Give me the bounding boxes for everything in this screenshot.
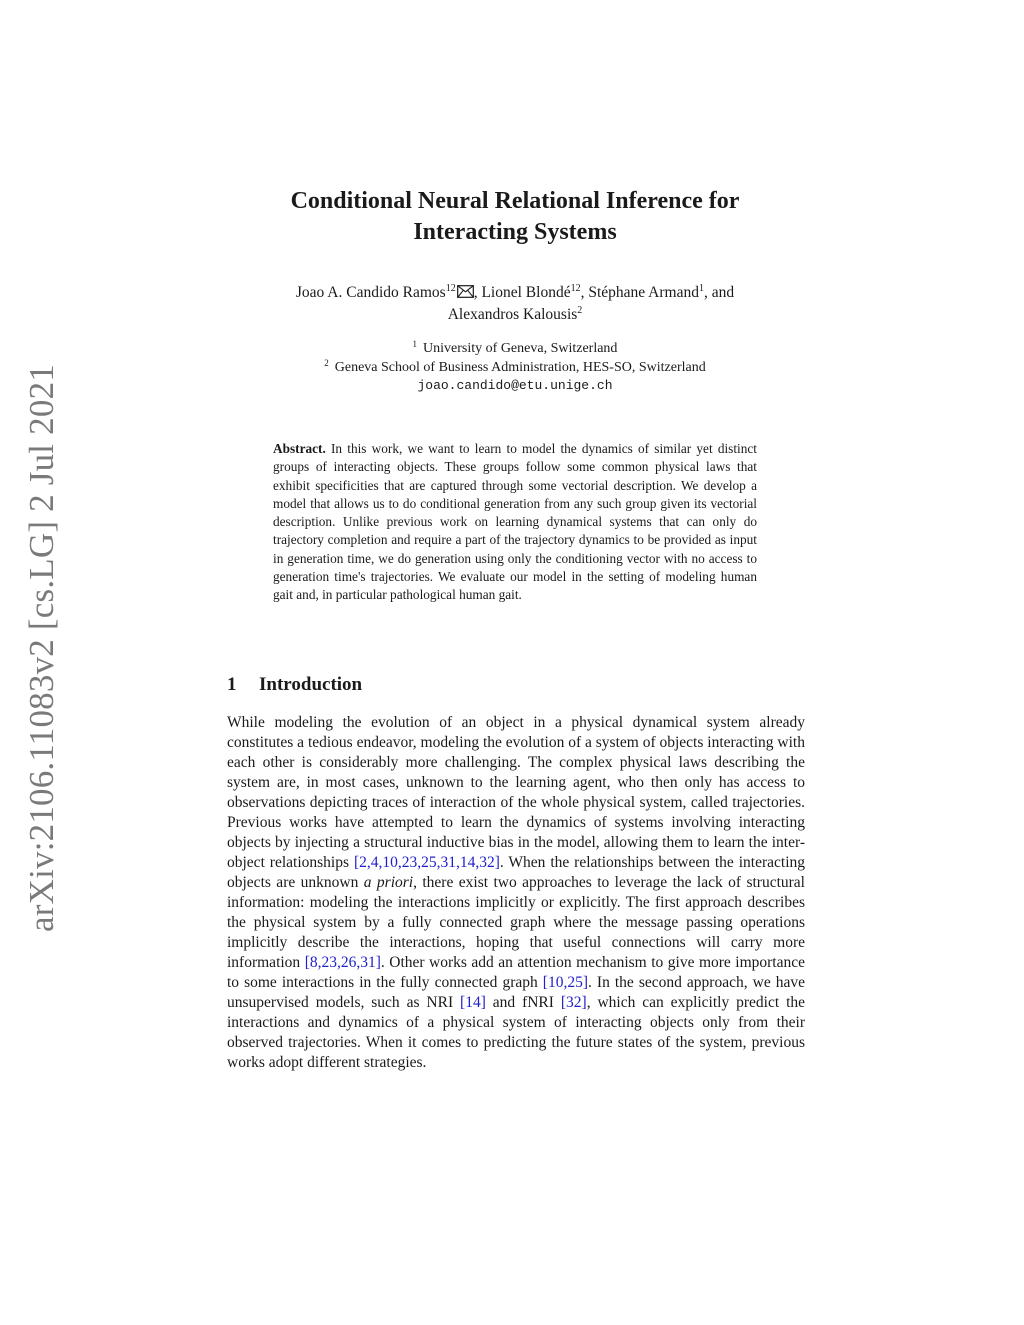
author-and: and <box>711 284 735 301</box>
envelope-icon <box>457 283 474 304</box>
emphasis-a-priori: a priori <box>363 874 414 891</box>
contact-email[interactable]: joao.candido@etu.unige.ch <box>417 378 613 393</box>
affiliations <box>212 340 818 396</box>
introduction-paragraph <box>227 713 805 1073</box>
citation-link[interactable]: [10,25] <box>542 974 588 991</box>
intro-text-1: While modeling the evolution of an object in a physical dynamical system already constitutes a tedious endeavor, modeling the evolution of a system of objects interacting with each other is considerably more challenging. The complex physical laws describing the system are, in most cases, unknown to the learning agent, who then only has access to observations depicting traces of interaction of the whole physical system, called trajectories. Previous works have attempted to learn the dynamics of systems involving interacting objects by injecting a structural inductive bias in the model, allowing them to learn the inter-object relationships <box>227 714 805 871</box>
affiliation-2-text: Geneva School of Business Administration, HES-SO, Switzerland <box>334 359 706 375</box>
citation-link[interactable]: [32] <box>560 994 587 1011</box>
author-3-affil: 1 <box>698 283 704 294</box>
section-number: 1 <box>227 674 237 695</box>
section-heading <box>227 673 362 697</box>
intro-text-3: , there exist two approaches to leverage the lack of structural information: modeling the interactions implicitly or explicitly. The first approach describes the physical system by a fully connected graph where the message passing operations implicitly describe the interactions, hoping that useful connections will carry more information <box>227 874 805 971</box>
author-list: Joao A. Candido Ramos$^{12}$ , Lionel Blondé$^{12}$, Stéphane Armand$^1$, and Alexandros Kalousis$^2$ <box>295 283 735 323</box>
intro-text-5: . In the second approach, we have unsupervised models, such as NRI <box>227 974 806 1011</box>
author-1: Joao A. Candido Ramos <box>295 284 446 301</box>
title-line-1: Conditional Neural Relational Inference for <box>290 188 740 214</box>
citation-link[interactable]: [14] <box>460 994 486 1011</box>
paper-title <box>212 186 818 248</box>
citation-link[interactable]: [8,23,26,31] <box>304 954 381 971</box>
abstract <box>273 440 757 605</box>
author-3: Stéphane Armand <box>588 284 699 301</box>
affiliation-2 <box>212 359 818 378</box>
affiliation-2-num: 2 <box>324 357 329 368</box>
affiliation-1-num: 1 <box>412 339 418 349</box>
author-4: Alexandros Kalousis <box>447 306 578 323</box>
author-2: Lionel Blondé <box>481 284 571 301</box>
intro-text-7: , which can explicitly predict the interactions and dynamics of a physical system of interacting objects only from their observed trajectories. When it comes to predicting the future states of the system, previous works adopt different strategies. <box>227 994 806 1071</box>
affiliation-1 <box>212 340 818 359</box>
intro-text-4: . Other works add an attention mechanism to give more importance to some interactions in the fully connected graph <box>227 954 806 991</box>
author-2-affil: 12 <box>570 283 581 294</box>
arxiv-identifier: arXiv:2106.11083v2 [cs.LG] 2 Jul 2021 <box>22 364 61 932</box>
abstract-text: In this work, we want to learn to model the dynamics of similar yet distinct groups of interacting objects. These groups follow some common physical laws that exhibit specificities that are captured through some vectorial description. We develop a model that allows us to do conditional generation from any such group given its vectorial description. Unlike previous work on learning dynamical systems that can only do trajectory completion and require a part of the trajectory dynamics to be provided as input in generation time, we do generation using only the conditioning vector with no access to generation time's trajectories. We evaluate our model in the setting of modeling human gait and, in particular pathological human gait. <box>273 441 757 603</box>
citation-link[interactable]: [2,4,10,23,25,31,14,32] <box>353 854 500 871</box>
author-4-affil: 2 <box>577 305 583 316</box>
section-title: Introduction <box>259 674 363 695</box>
affiliation-1-text: University of Geneva, Switzerland <box>423 341 618 356</box>
author-1-affil: 12 <box>445 283 456 294</box>
title-line-2: Interacting Systems <box>413 219 617 245</box>
intro-text-2: . When the relationships between the interacting objects are unknown <box>227 854 806 891</box>
intro-text-6: and fNRI <box>492 994 554 1011</box>
abstract-label: Abstract. <box>273 441 326 456</box>
